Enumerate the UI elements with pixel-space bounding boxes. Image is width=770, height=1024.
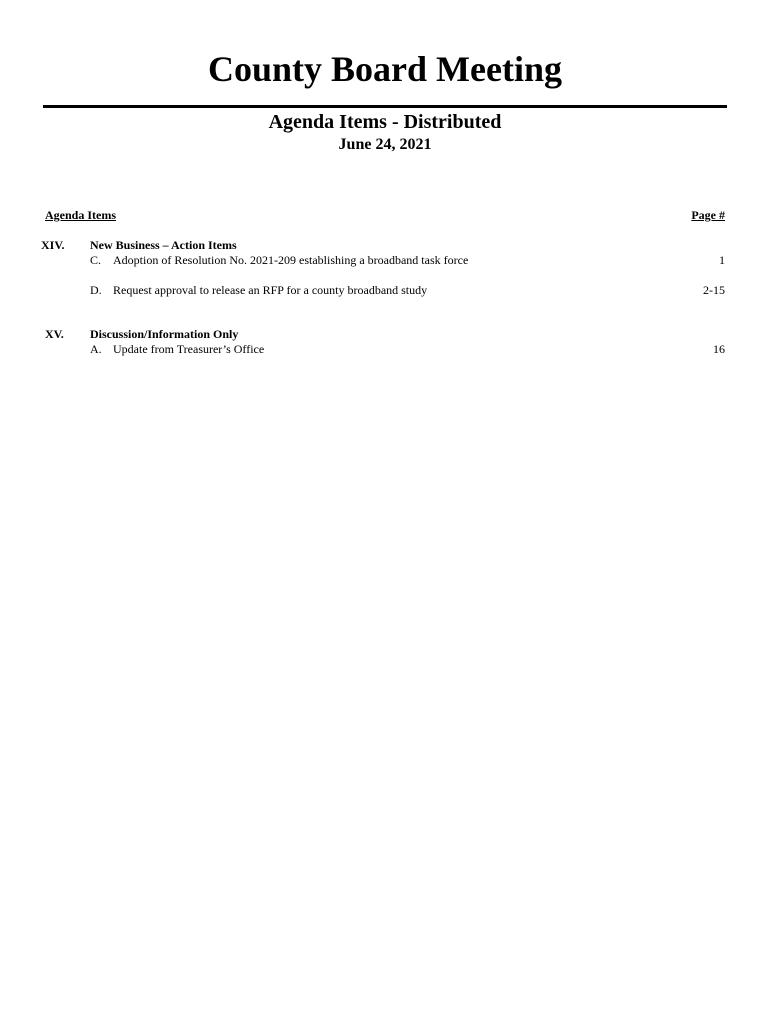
item-page-number: 1 <box>719 253 725 267</box>
meeting-date: June 24, 2021 <box>338 136 432 153</box>
agenda-items-column-header: Agenda Items <box>45 208 116 222</box>
document-subtitle: Agenda Items - Distributed <box>268 111 502 133</box>
item-letter: A. <box>90 342 102 356</box>
item-page-number: 2-15 <box>703 283 725 297</box>
item-description: Request approval to release an RFP for a county broadband study <box>113 283 428 297</box>
document-title: County Board Meeting <box>208 49 562 89</box>
section-number: XIV. <box>41 238 65 252</box>
item-page-number: 16 <box>713 342 725 356</box>
section-title: Discussion/Information Only <box>90 327 239 341</box>
title-divider <box>43 105 727 108</box>
item-letter: D. <box>90 283 102 297</box>
section-number: XV. <box>45 327 64 341</box>
item-letter: C. <box>90 253 102 267</box>
item-description: Update from Treasurer’s Office <box>113 342 265 356</box>
page-number-column-header: Page # <box>691 208 725 222</box>
section-title: New Business – Action Items <box>90 238 237 252</box>
item-description: Adoption of Resolution No. 2021-209 establishing a broadband task force <box>113 253 469 267</box>
